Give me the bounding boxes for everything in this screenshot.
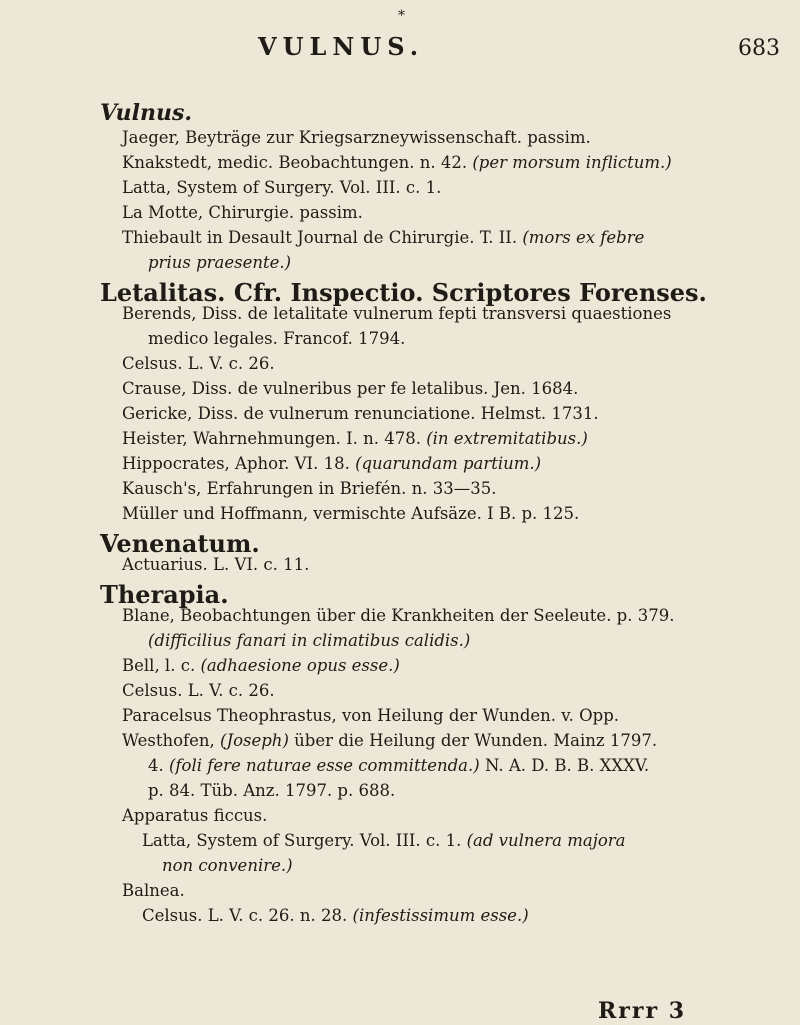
entry-line — [122, 454, 541, 473]
entry-line — [122, 731, 657, 750]
entry-line — [122, 153, 672, 172]
entry-note: (infestissimum esse.) — [352, 906, 529, 925]
entry-text: Celsus. L. V. c. 26. n. 28. — [142, 906, 348, 925]
entry-text: Paracelsus Theophrastus, von Heilung der Wunden. v. Opp. — [122, 706, 620, 725]
entry-text: p. 84. Tüb. Anz. 1797. p. 688. — [148, 781, 396, 800]
page-number: 683 — [738, 36, 780, 61]
entry-text: Gericke, Diss. de vulnerum renunciatione. Helmst. 1731. — [122, 404, 599, 423]
signature-mark: Rrrr 3 — [598, 998, 687, 1024]
entry-note: (per morsum inflictum.) — [472, 153, 672, 172]
entry-line — [148, 756, 649, 775]
entry-line — [148, 253, 291, 272]
entry-note: (quarundam partium.) — [355, 454, 542, 473]
entry-text: Apparatus ficcus. — [122, 806, 268, 825]
entry-line — [122, 606, 674, 625]
running-head: VULNUS. — [258, 32, 425, 61]
entry-line — [122, 379, 578, 398]
entry-text: Jaeger, Beyträge zur Kriegsarzneywissenschaft. passim. — [122, 128, 591, 147]
entry-line — [122, 354, 275, 373]
entry-line — [148, 329, 405, 348]
entry-text: Heister, Wahrnehmungen. I. n. 478. — [122, 429, 421, 448]
entry-text-after: über die Heilung der Wunden. Mainz 1797. — [288, 731, 658, 750]
entry-heading — [100, 529, 260, 558]
entry-text: Blane, Beobachtungen über die Krankheiten der Seeleute. p. 379. — [122, 606, 675, 625]
entry-line — [122, 479, 497, 498]
entry-line — [148, 631, 470, 650]
entry-text: Hippocrates, Aphor. VI. 18. — [122, 454, 350, 473]
entry-note: (Joseph) — [220, 731, 289, 750]
entry-line — [162, 856, 293, 875]
entry-text: Westhofen, — [122, 731, 215, 750]
entry-text: Balnea. — [122, 881, 185, 900]
entry-note: (foli fere naturae esse committenda.) — [169, 756, 480, 775]
entry-heading — [100, 278, 707, 307]
entry-line — [122, 228, 644, 247]
entry-line — [148, 781, 395, 800]
entry-note: (ad vulnera majora — [466, 831, 626, 850]
section-title: Vulnus. — [100, 100, 193, 126]
entry-text: La Motte, Chirurgie. passim. — [122, 203, 363, 222]
entry-text: Thiebault in Desault Journal de Chirurgie. T. II. — [122, 228, 518, 247]
entry-line — [122, 429, 588, 448]
entry-text: Bell, l. c. — [122, 656, 196, 675]
entry-line — [122, 128, 591, 147]
entry-text: Knakstedt, medic. Beobachtungen. n. 42. — [122, 153, 468, 172]
entry-note: (in extremitatibus.) — [426, 429, 588, 448]
entry-note: prius praesente.) — [148, 253, 292, 272]
entry-note: non convenire.) — [162, 856, 293, 875]
entry-text: Venenatum. — [100, 529, 260, 558]
entry-line — [122, 706, 619, 725]
entry-line — [122, 504, 579, 523]
entry-text: Celsus. L. V. c. 26. — [122, 681, 275, 700]
entry-line — [122, 304, 671, 323]
entry-text: Actuarius. L. VI. c. 11. — [122, 555, 310, 574]
entry-text: Berends, Diss. de letalitate vulnerum fepti transversi quaestiones — [122, 304, 672, 323]
entry-line — [122, 555, 309, 574]
entry-line — [142, 831, 626, 850]
entry-note: (adhaesione opus esse.) — [200, 656, 400, 675]
entry-text: Kausch's, Erfahrungen in Briefén. n. 33—35. — [122, 479, 497, 498]
entry-text: Crause, Diss. de vulneribus per fe letalibus. Jen. 1684. — [122, 379, 579, 398]
header-mark: * — [398, 8, 405, 24]
entry-text-after: N. A. D. B. B. XXXV. — [479, 756, 650, 775]
entry-text: Celsus. L. V. c. 26. — [122, 354, 275, 373]
entry-note: (difficilius fanari in climatibus calidis.) — [148, 631, 471, 650]
entry-text: medico legales. Francof. 1794. — [148, 329, 406, 348]
entry-heading — [122, 881, 185, 900]
entry-heading — [100, 580, 229, 609]
entry-text: Letalitas. Cfr. Inspectio. Scriptores Forenses. — [100, 278, 707, 307]
entry-line — [122, 681, 275, 700]
entry-text: Therapia. — [100, 580, 229, 609]
entry-text: Latta, System of Surgery. Vol. III. c. 1. — [122, 178, 442, 197]
entry-line — [122, 404, 599, 423]
entry-text: Müller und Hoffmann, vermischte Aufsäze. I B. p. 125. — [122, 504, 580, 523]
entry-note: (mors ex febre — [522, 228, 645, 247]
entry-line — [122, 203, 363, 222]
entry-heading — [122, 806, 267, 825]
entry-line — [122, 656, 400, 675]
entry-line — [142, 906, 529, 925]
entry-line — [122, 178, 441, 197]
entry-text: 4. — [148, 756, 164, 775]
entry-text: Latta, System of Surgery. Vol. III. c. 1. — [142, 831, 462, 850]
